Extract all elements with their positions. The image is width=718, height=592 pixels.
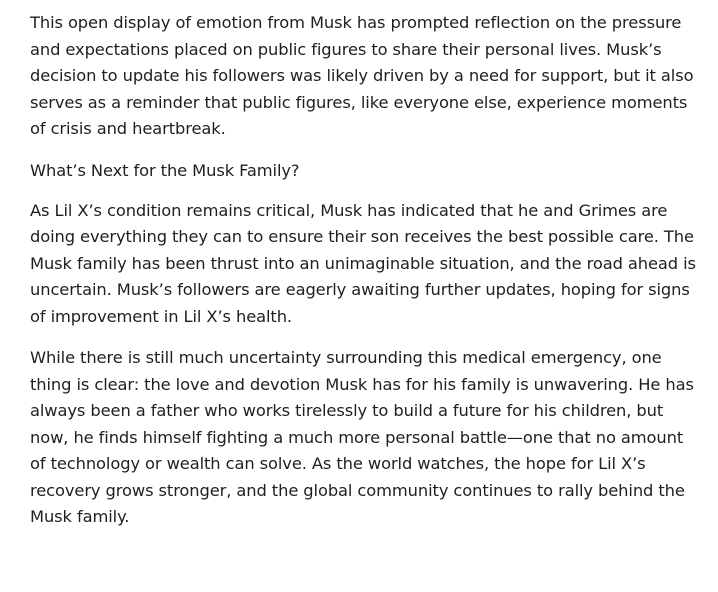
section-heading: What’s Next for the Musk Family? [30,160,300,180]
article-paragraph-public-figures: This open display of emotion from Musk has prompted reflection on the pressure and expectations placed on public figures to share their personal lives. Musk’s decision to update his followers was likely driven by a need for support, but it also serves as a reminder that public figures, like everyone else, experience moments of crisis and heartbreak. [30,13,694,138]
article-body [30,10,702,546]
article-paragraph-condition: As Lil X’s condition remains critical, Musk has indicated that he and Grimes are doing everything they can to ensure their son receives the best possible care. The Musk family has been thrust into an unimaginable situation, and the road ahead is uncertain. Musk’s followers are eagerly awaiting further updates, hoping for signs of improvement in Lil X’s health. [30,200,696,326]
article-paragraph-outlook: While there is still much uncertainty surrounding this medical emergency, one thing is clear: the love and devotion Musk has for his family is unwavering. He has always been a father who works tirelessly to build a future for his children, but now, he finds himself fighting a much more personal battle—one that no amount of technology or wealth can solve. As the world watches, the hope for Lil X’s recovery grows stronger, and the global community continues to rally behind the Musk family. [30,348,694,526]
